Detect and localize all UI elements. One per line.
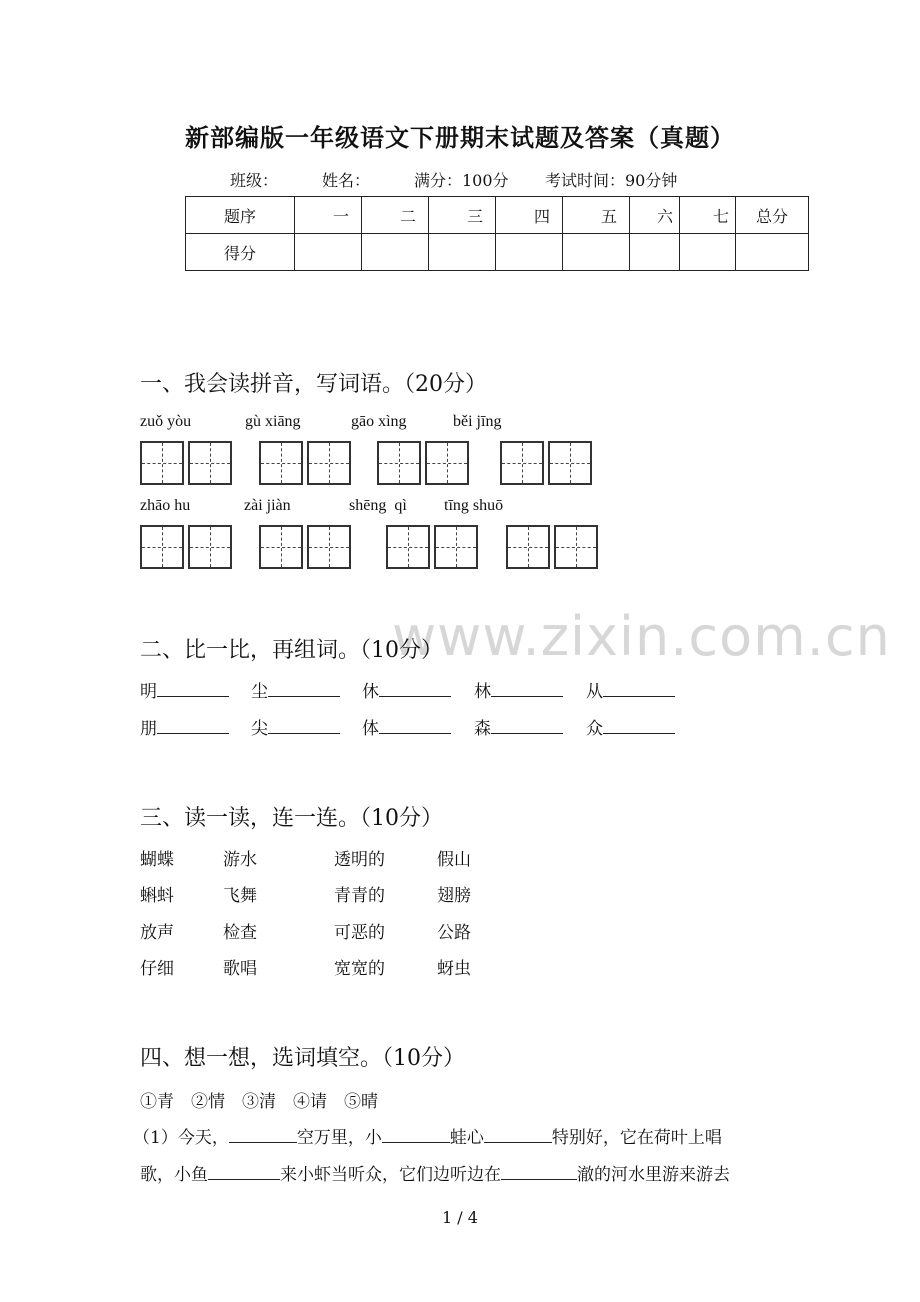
fill-blank[interactable] — [501, 1163, 577, 1180]
pinyin: gù xiāng — [245, 413, 301, 430]
character: 休 — [362, 682, 379, 702]
score-cell[interactable] — [295, 234, 362, 271]
score-cell[interactable] — [736, 234, 809, 271]
fill-blank[interactable] — [382, 1126, 450, 1143]
sentence-text: 歌，小鱼 — [140, 1165, 208, 1185]
score-cell[interactable] — [563, 234, 630, 271]
pinyin: tīng shuō — [444, 497, 504, 514]
fill-blank[interactable] — [229, 1126, 297, 1143]
score-cell[interactable] — [630, 234, 680, 271]
compare-item — [474, 677, 563, 702]
answer-blank[interactable] — [157, 717, 229, 734]
class-label: 班级： — [230, 171, 279, 190]
writing-box[interactable] — [434, 525, 478, 569]
writing-box[interactable] — [506, 525, 550, 569]
character: 从 — [586, 682, 603, 702]
compare-item — [586, 714, 675, 739]
header-cell: 总分 — [736, 197, 809, 234]
writing-box[interactable] — [500, 441, 544, 485]
pinyin: zuǒ yòu — [140, 413, 192, 430]
match-word[interactable]: 仔细 — [140, 959, 174, 979]
pinyin: shēng qì — [349, 497, 407, 514]
match-word[interactable]: 可恶的 — [334, 923, 385, 943]
score-table — [185, 196, 809, 271]
answer-blank[interactable] — [491, 717, 563, 734]
section-3-heading: 三、读一读，连一连。（10分） — [140, 806, 443, 831]
header-cell: 题序 — [186, 197, 295, 234]
match-word[interactable]: 歌唱 — [223, 959, 257, 979]
writing-box[interactable] — [140, 525, 184, 569]
writing-box[interactable] — [259, 441, 303, 485]
section-2-heading: 二、比一比，再组词。（10分） — [140, 638, 443, 663]
match-word[interactable]: 蚜虫 — [437, 959, 471, 979]
header-cell: 一 — [295, 197, 362, 234]
character: 尘 — [251, 682, 268, 702]
compare-item — [474, 714, 563, 739]
match-word[interactable]: 飞舞 — [223, 886, 257, 906]
character: 明 — [140, 682, 157, 702]
sentence-text: 特别好，它在荷叶上唱 — [551, 1128, 722, 1148]
score-cell[interactable] — [496, 234, 563, 271]
section-1-heading: 一、我会读拼音，写词语。（20分） — [140, 372, 487, 397]
fill-sentence-line-1 — [133, 1123, 722, 1148]
writing-box[interactable] — [386, 525, 430, 569]
match-word[interactable]: 蝴蝶 — [140, 850, 174, 870]
character: 林 — [474, 682, 491, 702]
answer-blank[interactable] — [379, 717, 451, 734]
score-table-row — [186, 234, 809, 271]
header-cell: 二 — [362, 197, 429, 234]
compare-item — [251, 677, 340, 702]
name-label: 姓名： — [322, 171, 371, 190]
match-word[interactable]: 透明的 — [334, 850, 385, 870]
compare-item — [140, 677, 229, 702]
match-word[interactable]: 翅膀 — [437, 886, 471, 906]
answer-blank[interactable] — [603, 717, 675, 734]
pinyin: zhāo hu — [140, 497, 191, 514]
compare-item — [251, 714, 340, 739]
sentence-text: 澈的河水里游来游去 — [577, 1165, 730, 1185]
character: 众 — [586, 719, 603, 739]
writing-box[interactable] — [188, 441, 232, 485]
fill-blank[interactable] — [484, 1126, 552, 1143]
writing-box[interactable] — [307, 441, 351, 485]
character: 森 — [474, 719, 491, 739]
compare-item — [362, 714, 451, 739]
header-cell: 四 — [496, 197, 563, 234]
match-word[interactable]: 青青的 — [334, 886, 385, 906]
header-cell: 七 — [680, 197, 736, 234]
compare-item — [140, 714, 229, 739]
match-word[interactable]: 游水 — [223, 850, 257, 870]
full-score-label: 满分：100分 — [414, 171, 509, 190]
answer-blank[interactable] — [491, 680, 563, 697]
writing-box[interactable] — [188, 525, 232, 569]
pinyin: zài jiàn — [244, 497, 291, 514]
section-4-heading: 四、想一想，选词填空。（10分） — [140, 1046, 465, 1071]
answer-blank[interactable] — [379, 680, 451, 697]
writing-box[interactable] — [259, 525, 303, 569]
score-cell[interactable] — [680, 234, 736, 271]
character: 尖 — [251, 719, 268, 739]
score-cell[interactable] — [362, 234, 429, 271]
match-word[interactable]: 宽宽的 — [334, 959, 385, 979]
answer-blank[interactable] — [268, 680, 340, 697]
match-word[interactable]: 检查 — [223, 923, 257, 943]
fill-blank[interactable] — [208, 1163, 280, 1180]
writing-box[interactable] — [140, 441, 184, 485]
pinyin: běi jīng — [453, 413, 502, 430]
word-options: ①青 ②情 ③清 ④请 ⑤晴 — [140, 1092, 378, 1112]
sentence-text: 蛙心 — [449, 1128, 484, 1148]
sentence-text: （1）今天， — [133, 1128, 229, 1148]
header-cell: 六 — [630, 197, 680, 234]
compare-item — [362, 677, 451, 702]
answer-blank[interactable] — [268, 717, 340, 734]
page-number: 1 / 4 — [442, 1208, 478, 1227]
page-title: 新部编版一年级语文下册期末试题及答案（真题） — [185, 123, 735, 152]
writing-box[interactable] — [425, 441, 469, 485]
answer-blank[interactable] — [157, 680, 229, 697]
score-table-header-row — [186, 197, 809, 234]
score-cell[interactable] — [429, 234, 496, 271]
match-word[interactable]: 公路 — [437, 923, 471, 943]
character: 体 — [362, 719, 379, 739]
header-cell: 五 — [563, 197, 630, 234]
writing-box[interactable] — [554, 525, 598, 569]
match-word[interactable]: 蝌蚪 — [140, 886, 174, 906]
answer-blank[interactable] — [603, 680, 675, 697]
pinyin: gāo xìng — [351, 413, 407, 430]
writing-box[interactable] — [548, 441, 592, 485]
match-word[interactable]: 放声 — [140, 923, 174, 943]
character: 朋 — [140, 719, 157, 739]
fill-sentence-line-2 — [140, 1160, 730, 1185]
sentence-text: 空万里，小 — [296, 1128, 382, 1148]
watermark: www.zixin.com.cn — [392, 605, 891, 668]
compare-item — [586, 677, 675, 702]
sentence-text: 来小虾当听众，它们边听边在 — [280, 1165, 501, 1185]
writing-box[interactable] — [377, 441, 421, 485]
header-cell: 三 — [429, 197, 496, 234]
writing-box[interactable] — [307, 525, 351, 569]
exam-time-label: 考试时间：90分钟 — [545, 171, 678, 190]
row-label-cell: 得分 — [186, 234, 295, 271]
match-word[interactable]: 假山 — [437, 850, 471, 870]
